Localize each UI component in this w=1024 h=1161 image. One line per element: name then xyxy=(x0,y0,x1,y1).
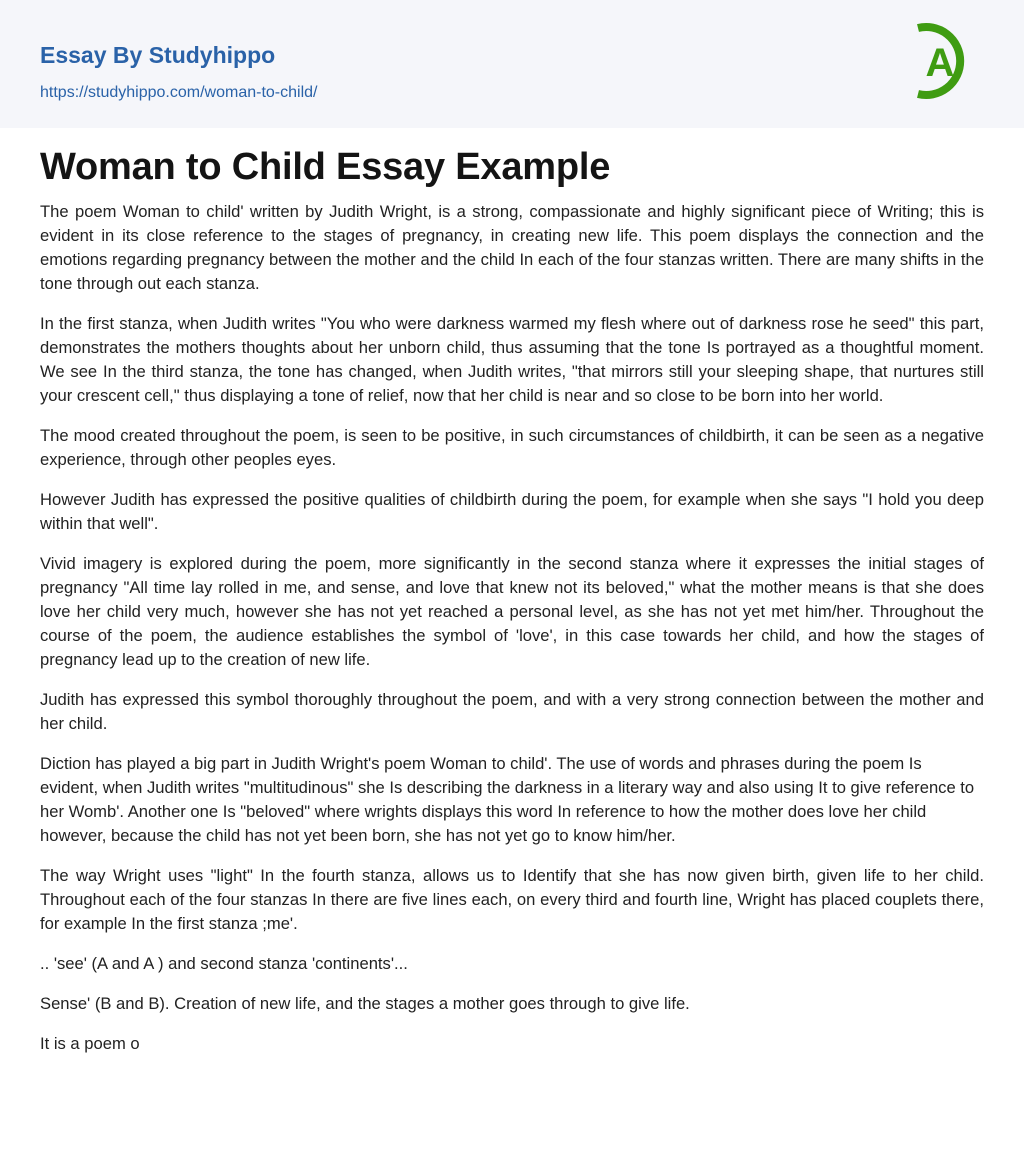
essay-paragraph: Judith has expressed this symbol thoroughly throughout the poem, and with a very strong connection between the mother and her child. xyxy=(40,690,984,733)
svg-text:A: A xyxy=(925,41,955,85)
essay-paragraph: It is a poem o xyxy=(40,1034,140,1053)
brand-title: Essay By Studyhippo xyxy=(40,42,276,68)
essay-paragraph: The mood created throughout the poem, is seen to be positive, in such circumstances of childbirth, it can be seen as a negative experience, through other peoples eyes. xyxy=(40,426,984,469)
page-title: Woman to Child Essay Example xyxy=(40,146,611,188)
essay-url-link[interactable]: https://studyhippo.com/woman-to-child/ xyxy=(40,84,318,101)
site-header xyxy=(0,0,1024,128)
essay-paragraph: In the first stanza, when Judith writes "You who were darkness warmed my flesh where out of darkness rose he seed" this part, demonstrates the mothers thoughts about her unborn child, thus assuming that the tone Is portrayed as a thoughtful moment. We see In the third stanza, the tone has changed, when Judith writes, "that mirrors still your sleeping shape, that nurtures still your crescent cell," thus displaying a tone of relief, now that her child is near and so close to be born into her world. xyxy=(40,314,984,405)
essay-body xyxy=(40,200,984,1072)
essay-paragraph: Sense' (B and B). Creation of new life, and the stages a mother goes through to give life. xyxy=(40,994,690,1013)
essay-paragraph: The poem Woman to child' written by Judith Wright, is a strong, compassionate and highly significant piece of Writing; this is evident in its close reference to the stages of pregnancy, in creating new life. This poem displays the connection and the emotions regarding pregnancy between the mother and the child In each of the four stanzas written. There are many shifts in the tone through out each stanza. xyxy=(40,202,984,293)
essay-paragraph: .. 'see' (A and A ) and second stanza 'continents'... xyxy=(40,954,408,973)
essay-paragraph: However Judith has expressed the positive qualities of childbirth during the poem, for example when she says "I hold you deep within that well". xyxy=(40,490,984,533)
essay-paragraph: Vivid imagery is explored during the poem, more significantly in the second stanza where it expresses the initial stages of pregnancy "All time lay rolled in me, and sense, and love that knew not its beloved," what the mother means is that she does love her child very much, however she has not yet reached a personal level, as she has not yet met him/her. Throughout the course of the poem, the audience establishes the symbol of 'love', in this case towards her child, and how the stages of pregnancy lead up to the creation of new life. xyxy=(40,554,984,669)
studyhippo-logo-icon xyxy=(912,18,986,104)
essay-paragraph: Diction has played a big part in Judith Wright's poem Woman to child'. The use of words and phrases during the poem Is evident, when Judith writes "multitudinous" she Is describing the darkness in a literary way and also using It to give reference to her Womb'. Another one Is "beloved" where wrights displays this word In reference to how the mother does love her child however, because the child has not yet been born, she has not yet go to know him/her. xyxy=(40,754,975,845)
essay-paragraph: The way Wright uses "light" In the fourth stanza, allows us to Identify that she has now given birth, given life to her child. Throughout each of the four stanzas In there are five lines each, on every third and fourth line, Wright has placed couplets there, for example In the first stanza ;me'. xyxy=(40,866,984,933)
